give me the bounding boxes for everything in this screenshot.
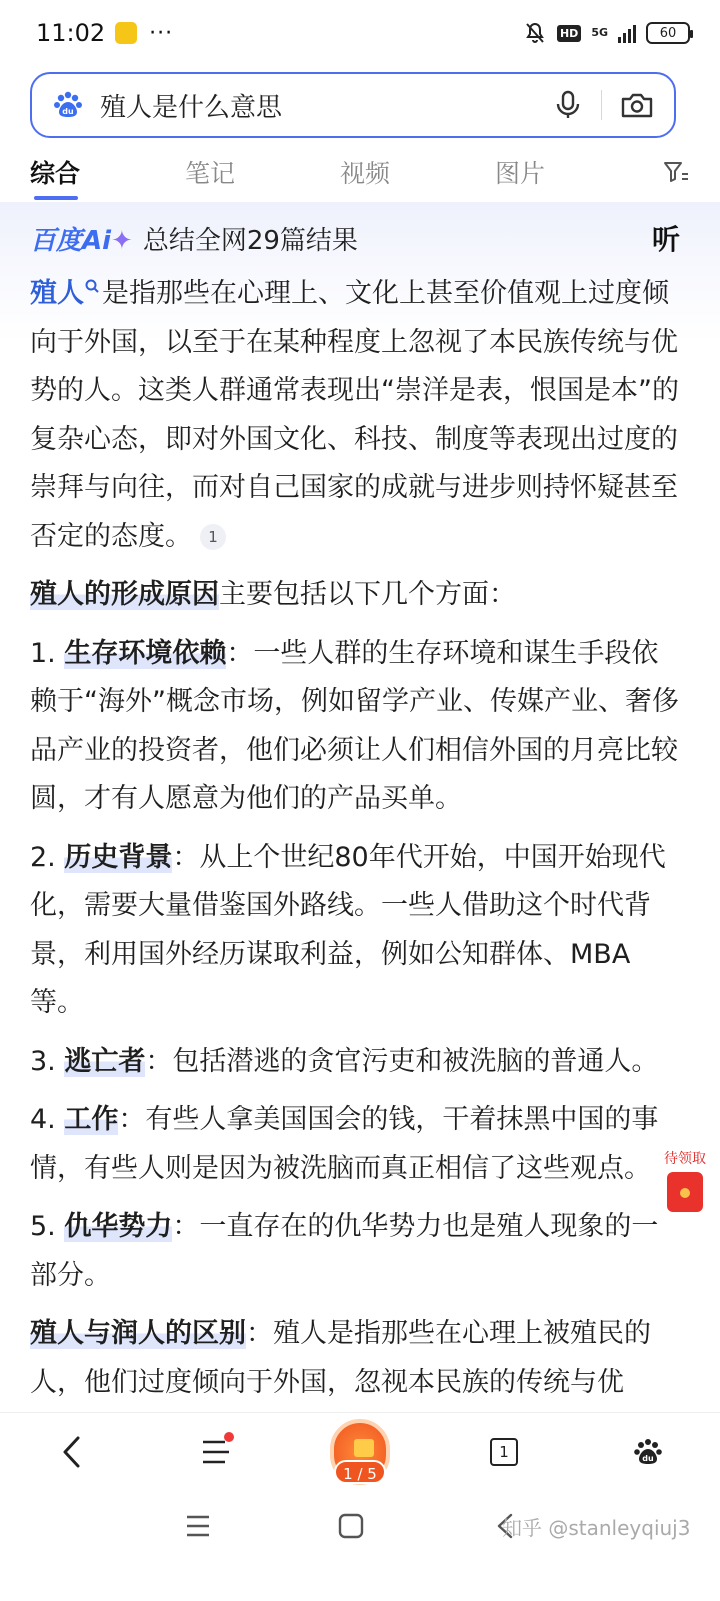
red-envelope-icon[interactable] bbox=[667, 1172, 703, 1212]
home-button[interactable] bbox=[618, 1422, 678, 1482]
list-item-title: 仇华势力 bbox=[64, 1211, 173, 1242]
divider bbox=[601, 90, 602, 120]
back-button[interactable] bbox=[42, 1422, 102, 1482]
camera-icon[interactable] bbox=[620, 90, 654, 120]
reasons-intro: 殖人的形成原因主要包括以下几个方面： bbox=[30, 579, 516, 610]
result-tabs bbox=[30, 148, 690, 196]
signal-icon bbox=[618, 23, 636, 43]
watermark: 知乎 @stanleyqiuj3 bbox=[502, 1516, 691, 1540]
reward-button[interactable] bbox=[330, 1422, 390, 1482]
reference-badge[interactable]: 1 bbox=[200, 524, 226, 550]
list-item: 4. 工作：有些人拿美国国会的钱，干着抹黑中国的事情，有些人则是因为被洗脑而真正相信了这些观点。 bbox=[30, 1104, 659, 1184]
baidu-paw-icon bbox=[52, 89, 84, 121]
status-bar bbox=[0, 0, 720, 66]
red-envelope-widget[interactable] bbox=[655, 1148, 715, 1212]
tab-video[interactable]: 视频 bbox=[340, 159, 391, 188]
tabs-button[interactable] bbox=[474, 1422, 534, 1482]
mute-bell-icon bbox=[523, 21, 547, 45]
ai-answer-panel bbox=[0, 202, 720, 1412]
more-notifications-icon: ··· bbox=[149, 20, 174, 46]
bottom-toolbar bbox=[0, 1412, 720, 1490]
search-icon[interactable] bbox=[84, 278, 100, 294]
app-notification-icon bbox=[115, 22, 137, 44]
search-box[interactable] bbox=[30, 72, 676, 138]
difference-heading: 殖人与润人的区别 bbox=[30, 1318, 246, 1349]
microphone-icon[interactable] bbox=[553, 89, 583, 121]
svg-text:du: du bbox=[62, 107, 74, 116]
list-item-title: 逃亡者 bbox=[64, 1045, 146, 1077]
tab-notes[interactable]: 笔记 bbox=[185, 159, 236, 188]
intro-paragraph: 殖人 是指那些在心理上、文化上甚至价值观上过度倾向于外国，以至于在某种程度上忽视了本民族传统与优势的人。这类人群通常表现出“崇洋是表，恨国是本”的复杂心态，即对外国文化、科技、制度等表现出过度的崇拜与向往，而对自己国家的成就与进步则持怀疑甚至否定的态度。 1 bbox=[30, 278, 679, 552]
reasons-heading: 殖人的形成原因 bbox=[30, 579, 219, 610]
list-item-title: 历史背景 bbox=[64, 841, 173, 873]
status-indicators bbox=[523, 21, 690, 45]
menu-button[interactable] bbox=[186, 1422, 246, 1482]
ai-summary-label: 总结全网29篇结果 bbox=[142, 225, 358, 256]
hd-icon: HD bbox=[557, 25, 581, 42]
baidu-home-icon bbox=[632, 1436, 664, 1468]
battery-icon: 60 bbox=[646, 22, 690, 44]
svg-text:du: du bbox=[642, 1453, 654, 1463]
home-nav-icon[interactable] bbox=[337, 1512, 365, 1540]
ai-header bbox=[30, 218, 680, 258]
page-indicator: 1 / 5 bbox=[334, 1460, 386, 1484]
baidu-ai-logo: 百度Ai✦ bbox=[30, 225, 133, 256]
system-nav-bar bbox=[0, 1490, 720, 1601]
list-item: 3. 逃亡者：包括潜逃的贪官污吏和被洗脑的普通人。 bbox=[30, 1045, 659, 1077]
ai-answer-text bbox=[30, 270, 680, 1417]
red-envelope-label: 待领取 bbox=[664, 1151, 706, 1167]
list-item-title: 生存环境依赖 bbox=[64, 637, 227, 669]
list-item: 5. 仇华势力：一直存在的仇华势力也是殖人现象的一部分。 bbox=[30, 1211, 659, 1291]
list-item: 1. 生存环境依赖：一些人群的生存环境和谋生手段依赖于“海外”概念市场，例如留学产业、传媒产业、奢侈品产业的投资者，他们必须让人们相信外国的月亮比较圆，才有人愿意为他们的产品买单。 bbox=[30, 637, 679, 814]
recent-apps-icon[interactable] bbox=[184, 1512, 212, 1540]
difference-paragraph: 殖人与润人的区别：殖人是指那些在心理上被殖民的人，他们过度倾向于外国，忽视本民族的传统与优 bbox=[30, 1318, 651, 1398]
search-query[interactable]: 殖人是什么意思 bbox=[100, 92, 283, 123]
sparkle-icon: ✦ bbox=[111, 225, 133, 256]
tab-count: 1 bbox=[490, 1438, 518, 1466]
notification-dot bbox=[224, 1432, 234, 1442]
list-item-title: 工作 bbox=[64, 1104, 119, 1135]
network-type: 5G bbox=[591, 26, 608, 39]
status-time: 11:02 bbox=[36, 19, 106, 47]
tab-images[interactable]: 图片 bbox=[495, 159, 546, 188]
tab-all[interactable]: 综合 bbox=[30, 154, 185, 190]
filter-icon[interactable] bbox=[662, 158, 690, 186]
menu-icon bbox=[201, 1439, 231, 1465]
list-item: 2. 历史背景：从上个世纪80年代开始，中国开始现代化，需要大量借鉴国外路线。一些人借助这个时代背景，利用国外经历谋取利益，例如公知群体、MBA等。 bbox=[30, 841, 666, 1018]
listen-button[interactable]: 听 bbox=[651, 223, 680, 256]
term-link[interactable]: 殖人 bbox=[30, 278, 84, 309]
back-arrow-icon bbox=[60, 1435, 84, 1469]
